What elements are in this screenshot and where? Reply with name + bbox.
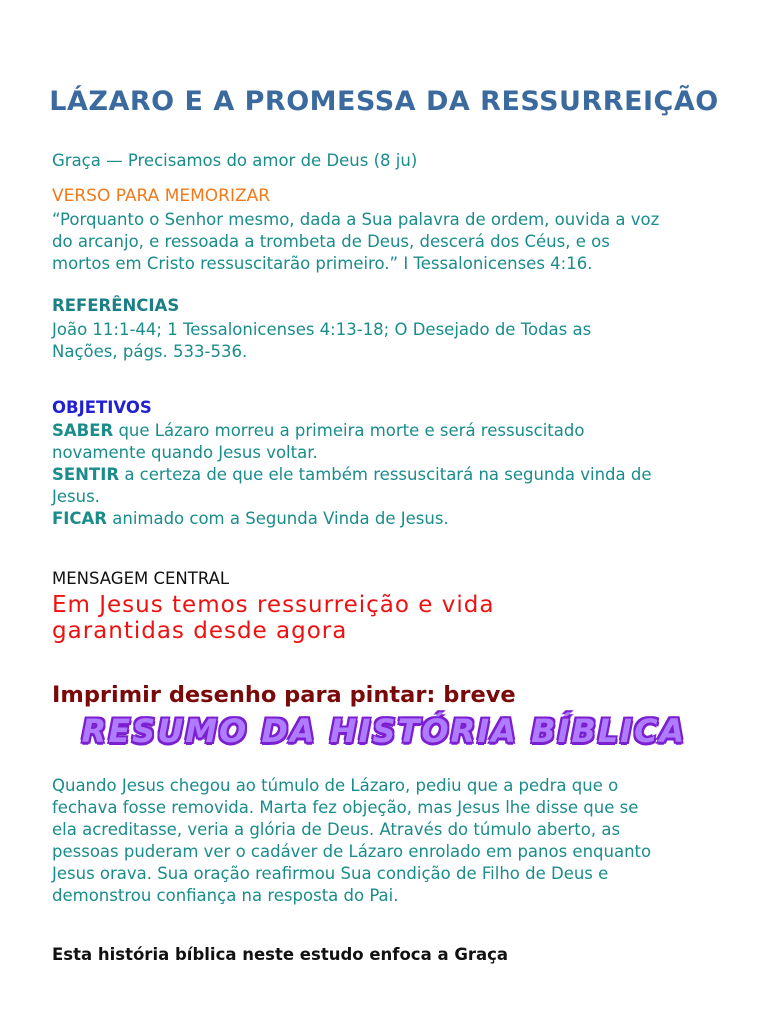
central-message-line: garantidas desde agora (52, 618, 348, 644)
summary-line: fechava fosse removida. Marta fez objeção, mas Jesus lhe disse que se (52, 798, 639, 817)
objective-saber (52, 420, 652, 442)
objective-text: que Lázaro morreu a primeira morte e será ressuscitado (113, 421, 585, 440)
objective-sentir (52, 464, 652, 486)
summary-line: pessoas puderam ver o cadáver de Lázaro enrolado em panos enquanto (52, 842, 652, 861)
references-line: João 11:1-44; 1 Tessalonicenses 4:13-18; O Desejado de Todas as (52, 320, 592, 339)
central-message (52, 592, 494, 644)
verse-line: do arcanjo, e ressoada a trombeta de Deus, descerá dos Céus, e os (52, 232, 610, 251)
objective-ficar (52, 508, 652, 530)
print-note: Imprimir desenho para pintar: breve (52, 682, 516, 708)
verse-text (52, 209, 659, 275)
verse-line: “Porquanto o Senhor mesmo, dada a Sua palavra de ordem, ouvida a voz (52, 210, 660, 229)
references-line: Nações, págs. 533-536. (52, 342, 248, 361)
page-title: LÁZARO E A PROMESSA DA RESSURREIÇÃO (49, 86, 719, 117)
central-message-line: Em Jesus temos ressurreição e vida (52, 592, 495, 618)
central-message-heading: MENSAGEM CENTRAL (52, 569, 230, 588)
objectives-text (52, 420, 652, 530)
summary-line: Jesus orava. Sua oração reafirmou Sua condição de Filho de Deus e (52, 864, 609, 883)
objective-label: SENTIR (52, 465, 120, 484)
final-note: Esta história bíblica neste estudo enfoca a Graça (52, 945, 509, 964)
objectives-heading: OBJETIVOS (52, 398, 152, 417)
summary-text (52, 775, 651, 907)
references-heading: REFERÊNCIAS (52, 296, 180, 315)
summary-line: demonstrou confiança na resposta do Pai. (52, 886, 399, 905)
summary-line: Quando Jesus chegou ao túmulo de Lázaro, pediu que a pedra que o (52, 776, 619, 795)
summary-line: ela acreditasse, veria a glória de Deus. Através do túmulo aberto, as (52, 820, 621, 839)
objective-sentir-cont: Jesus. (52, 487, 100, 506)
objective-label: FICAR (52, 509, 107, 528)
lesson-subtitle: Graça — Precisamos do amor de Deus (8 ju) (52, 151, 418, 170)
summary-heading: RESUMO DA HISTÓRIA BÍBLICA (81, 712, 687, 750)
objective-text: animado com a Segunda Vinda de Jesus. (107, 509, 449, 528)
verse-line: mortos em Cristo ressuscitarão primeiro.” I Tessalonicenses 4:16. (52, 254, 593, 273)
references-text (52, 319, 591, 363)
verse-heading: VERSO PARA MEMORIZAR (52, 186, 271, 206)
objective-saber-cont: novamente quando Jesus voltar. (52, 443, 318, 462)
objective-label: SABER (52, 421, 114, 440)
objective-text: a certeza de que ele também ressuscitará na segunda vinda de (119, 465, 652, 484)
